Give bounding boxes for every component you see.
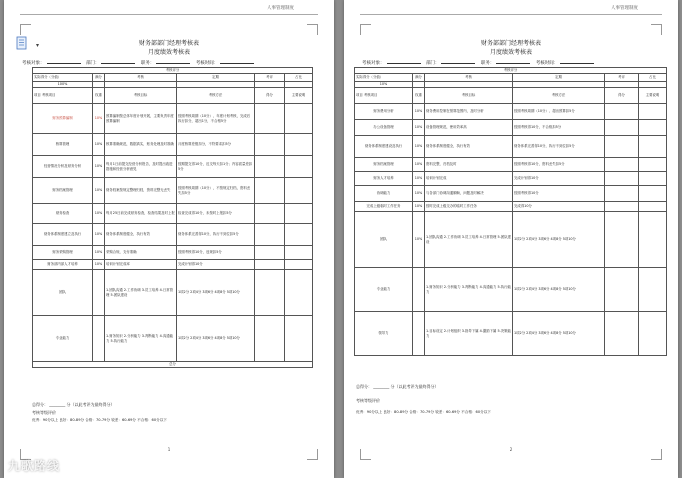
form-subtitle: 月度绩效考核表	[489, 49, 532, 56]
header-rule	[360, 14, 662, 15]
form-title: 财务部部门经理考核表	[480, 40, 541, 47]
grade-scale: 优秀：90分以上 良好：80-89分 合格：70-79分 较差：60-69分 不合格：60分以下	[356, 410, 491, 414]
grade-heading: 考核等级评价	[356, 398, 380, 403]
crop-mark	[20, 24, 31, 35]
table-row: 领导力 1.目标设定 2.计划组织 3.指导下属 4.激励下属 5.决策能力 1项2分 2项4分 3项6分 4项8分 5项10分	[355, 312, 667, 356]
crop-mark	[307, 24, 318, 35]
page-header: 人事管理制度	[267, 6, 294, 11]
table-row: 经营情况分析及财务分析 10% 每月1日前提交经营分析报告，及时提出改进措施和经营分析意见 按期提交得10分，迟交每天扣1分；内容质量差扣5分	[33, 156, 313, 178]
table-row: 办公设备管理 10% 设备管理规范，使用效率高 按照考核得10分，不合格扣5分	[355, 120, 667, 136]
crop-mark	[651, 24, 662, 35]
evaluation-table: 考核评分 实际得分（分值） 满分 考核 定期 考评 占比 100% 项目 考核项目 权重 考核目标 考核方法 得分 主要说明 财务预算编制 10% 预算编制按总体年度计划开展，主要负责年度预算编制 按照考核周期（10分）、年度计划考核，完成后执行扣分，超出1分，不合格5分 核算管理 10% 核算准确规范，数据真实，账务处理及时准确 月度核算差错扣分，不符要求扣5分 经营情况分析及财务分析 10% 每月1日前提交经营分析报告，及时提出改进措施和经营分析意见 按期提交得10分，迟交每天扣1分；内容质量差扣5分 财务档案管理 10% 财务档案按规定整理归档，资料完整无丢失 按照考核周期（10分），不按规定归档，资料丢失扣5分 财务检查 10% 每月25日前完成财务检查，检查结果及时上报 检查完成得10分，未按时上报扣5分 财务体系制度建立及执行 10% 财务体系制度健全，执行有效 财务体系完善得10分，执行不到位扣5分 财务采购管理 10% 采购合规，支付准确 按照考核得10分，违规扣5分 财务部内部人才培养 10% 培训计划完成率 完成计划得10分 团队 1.团队沟通 2.工作协调 3.员工培养 4.日常管理 5.团队建设 1项2分 2项4分 3项6分 4项8分 5项10分 专业能力 1.财务知识 2.分析能力 3.判断能力 4.沟通能力 5.执行能力 1项2分 2项4分 3项6分 4项8分 5项10分 总分	[32, 67, 313, 368]
form-subtitle: 月度绩效考核表	[147, 49, 190, 56]
table-top-header: 考核评分	[33, 68, 313, 74]
table-row: 完成上级临时工作任务 10% 按时完成上级交办的临时工作任务 完成得10分	[355, 202, 667, 212]
table-row: 财务体系制度建设及执行 10% 财务体系制度健全，执行有效 财务体系完善得10分，执行不到位扣5分	[355, 136, 667, 158]
weight-value: 100%	[33, 82, 93, 88]
table-row: 财务档案管理 10% 财务档案按规定整理归档，资料完整无丢失 按照考核周期（10分），不按规定归档，资料丢失扣5分	[33, 178, 313, 204]
table-row: 财务体系制度建立及执行 10% 财务体系制度健全，执行有效 财务体系完善得10分，执行不到位扣5分	[33, 224, 313, 246]
crop-mark	[360, 24, 371, 35]
table-row: 团队 10% 1.团队沟通 2.工作协调 3.员工培养 4.日常管理 5.团队建设 1项2分 2项4分 3项6分 4项8分 5项10分	[355, 212, 667, 268]
evaluation-table: 考核评分 实际得分（分值） 满分 考核 定期 考评 占比 10% 项目 考核项目 权重 考核目标 考核方法 得分 主要说明 财务费用分析 10% 财务费用控制在预算范围内，及时分析 按照考核周期（10分）、超出预算扣5分 办公设备管理 10% 设备管理规范，使用效率高 按照考核得10分，不合格扣5分 财务体系制度建设及执行 10% 财务体系制度健全，执行有效 财务体系完善得10分，执行不到位扣5分 财务档案管理 10% 资料完整，归档及时 按照考核得10分，资料丢失扣5分 财务人才培养 10% 培训计划完成 完成计划得10分 协调能力 10% 与各部门协调沟通顺畅，问题及时解决 按照考核得10分 完成上级临时工作任务 10% 按时完成上级交办的临时工作任务 完成得10分 团队 10% 1.团队沟通 2.工作协调 3.员工培养 4.日常管理 5.团队建设 1项2分 2项4分 3项6分 4项8分 5项10分 专业能力 1.财务知识 2.分析能力 3.判断能力 4.沟通能力 5.执行能力 1项2分 2项4分 3项6分 4项8分 5项10分 领导力 1.目标设定 2.计划组织 3.指导下属 4.激励下属 5.决策能力 1项2分 2项4分 3项6分 4项8分 5项10分	[354, 67, 667, 356]
weight-header-cell: 实际得分（分值）	[355, 74, 413, 82]
table-row: 团队 1.团队沟通 2.工作协调 3.员工培养 4.日常管理 5.团队建设 1项2分 2项4分 3项6分 4项8分 5项10分	[33, 270, 313, 316]
table-row: 财务人才培养 10% 培训计划完成 完成计划得10分	[355, 172, 667, 186]
page-number: 2	[509, 447, 513, 452]
weight-value: 10%	[355, 82, 413, 88]
page-header: 人事管理制度	[611, 6, 638, 11]
watermark-logo: 九歌路线	[8, 459, 61, 473]
page-number: 1	[167, 447, 171, 452]
meta-line: 考核对象： 部门： 职务： 考核时间：	[22, 59, 258, 66]
table-row: 专业能力 1.财务知识 2.分析能力 3.判断能力 4.沟通能力 5.执行能力 1项2分 2项4分 3项6分 4项8分 5项10分	[355, 268, 667, 312]
table-top-header: 考核评分	[355, 68, 667, 74]
table-row: 财务采购管理 10% 采购合规，支付准确 按照考核得10分，违规扣5分	[33, 246, 313, 260]
weight-header-cell: 实际得分（分值）	[33, 74, 93, 82]
meta-line: 考核对象： 部门： 职务： 考核时间：	[362, 59, 598, 66]
grade-heading: 考核等级评价	[32, 410, 56, 415]
chevron-down-icon[interactable]: ▾	[36, 42, 40, 49]
total-row: 总分	[33, 362, 313, 368]
document-page-right	[344, 0, 678, 478]
form-title: 财务部部门经理考核表	[138, 40, 199, 47]
col-header: 项目 考核项目	[33, 88, 93, 104]
total-score-line: 总得分： ________ 分（以此考评为最终得分）	[356, 384, 439, 389]
table-row: 财务档案管理 10% 资料完整，归档及时 按照考核得10分，资料丢失扣5分	[355, 158, 667, 172]
document-page-left	[4, 0, 334, 478]
grade-scale: 优秀：90分以上 良好：80-89分 合格：70-79分 较差：60-69分 不合格：60分以下	[32, 418, 167, 422]
total-score-line: 总得分： ________ 分（以此考评为最终得分）	[32, 402, 115, 407]
table-row: 财务部内部人才培养 10% 培训计划完成率 完成计划得10分	[33, 260, 313, 270]
table-row: 财务检查 10% 每月25日前完成财务检查，检查结果及时上报 检查完成得10分，未按时上报扣5分	[33, 204, 313, 224]
table-row: 协调能力 10% 与各部门协调沟通顺畅，问题及时解决 按照考核得10分	[355, 186, 667, 202]
header-rule	[20, 14, 318, 15]
table-row: 财务预算编制 10% 预算编制按总体年度计划开展，主要负责年度预算编制 按照考核周期（10分）、年度计划考核，完成后执行扣分，超出1分，不合格5分	[33, 104, 313, 134]
col-header: 项目 考核项目	[355, 88, 413, 104]
table-row: 财务费用分析 10% 财务费用控制在预算范围内，及时分析 按照考核周期（10分）、超出预算扣5分	[355, 104, 667, 120]
table-row: 专业能力 1.财务知识 2.分析能力 3.判断能力 4.沟通能力 5.执行能力 1项2分 2项4分 3项6分 4项8分 5项10分	[33, 316, 313, 362]
table-row: 核算管理 10% 核算准确规范，数据真实，账务处理及时准确 月度核算差错扣分，不符要求扣5分	[33, 134, 313, 156]
